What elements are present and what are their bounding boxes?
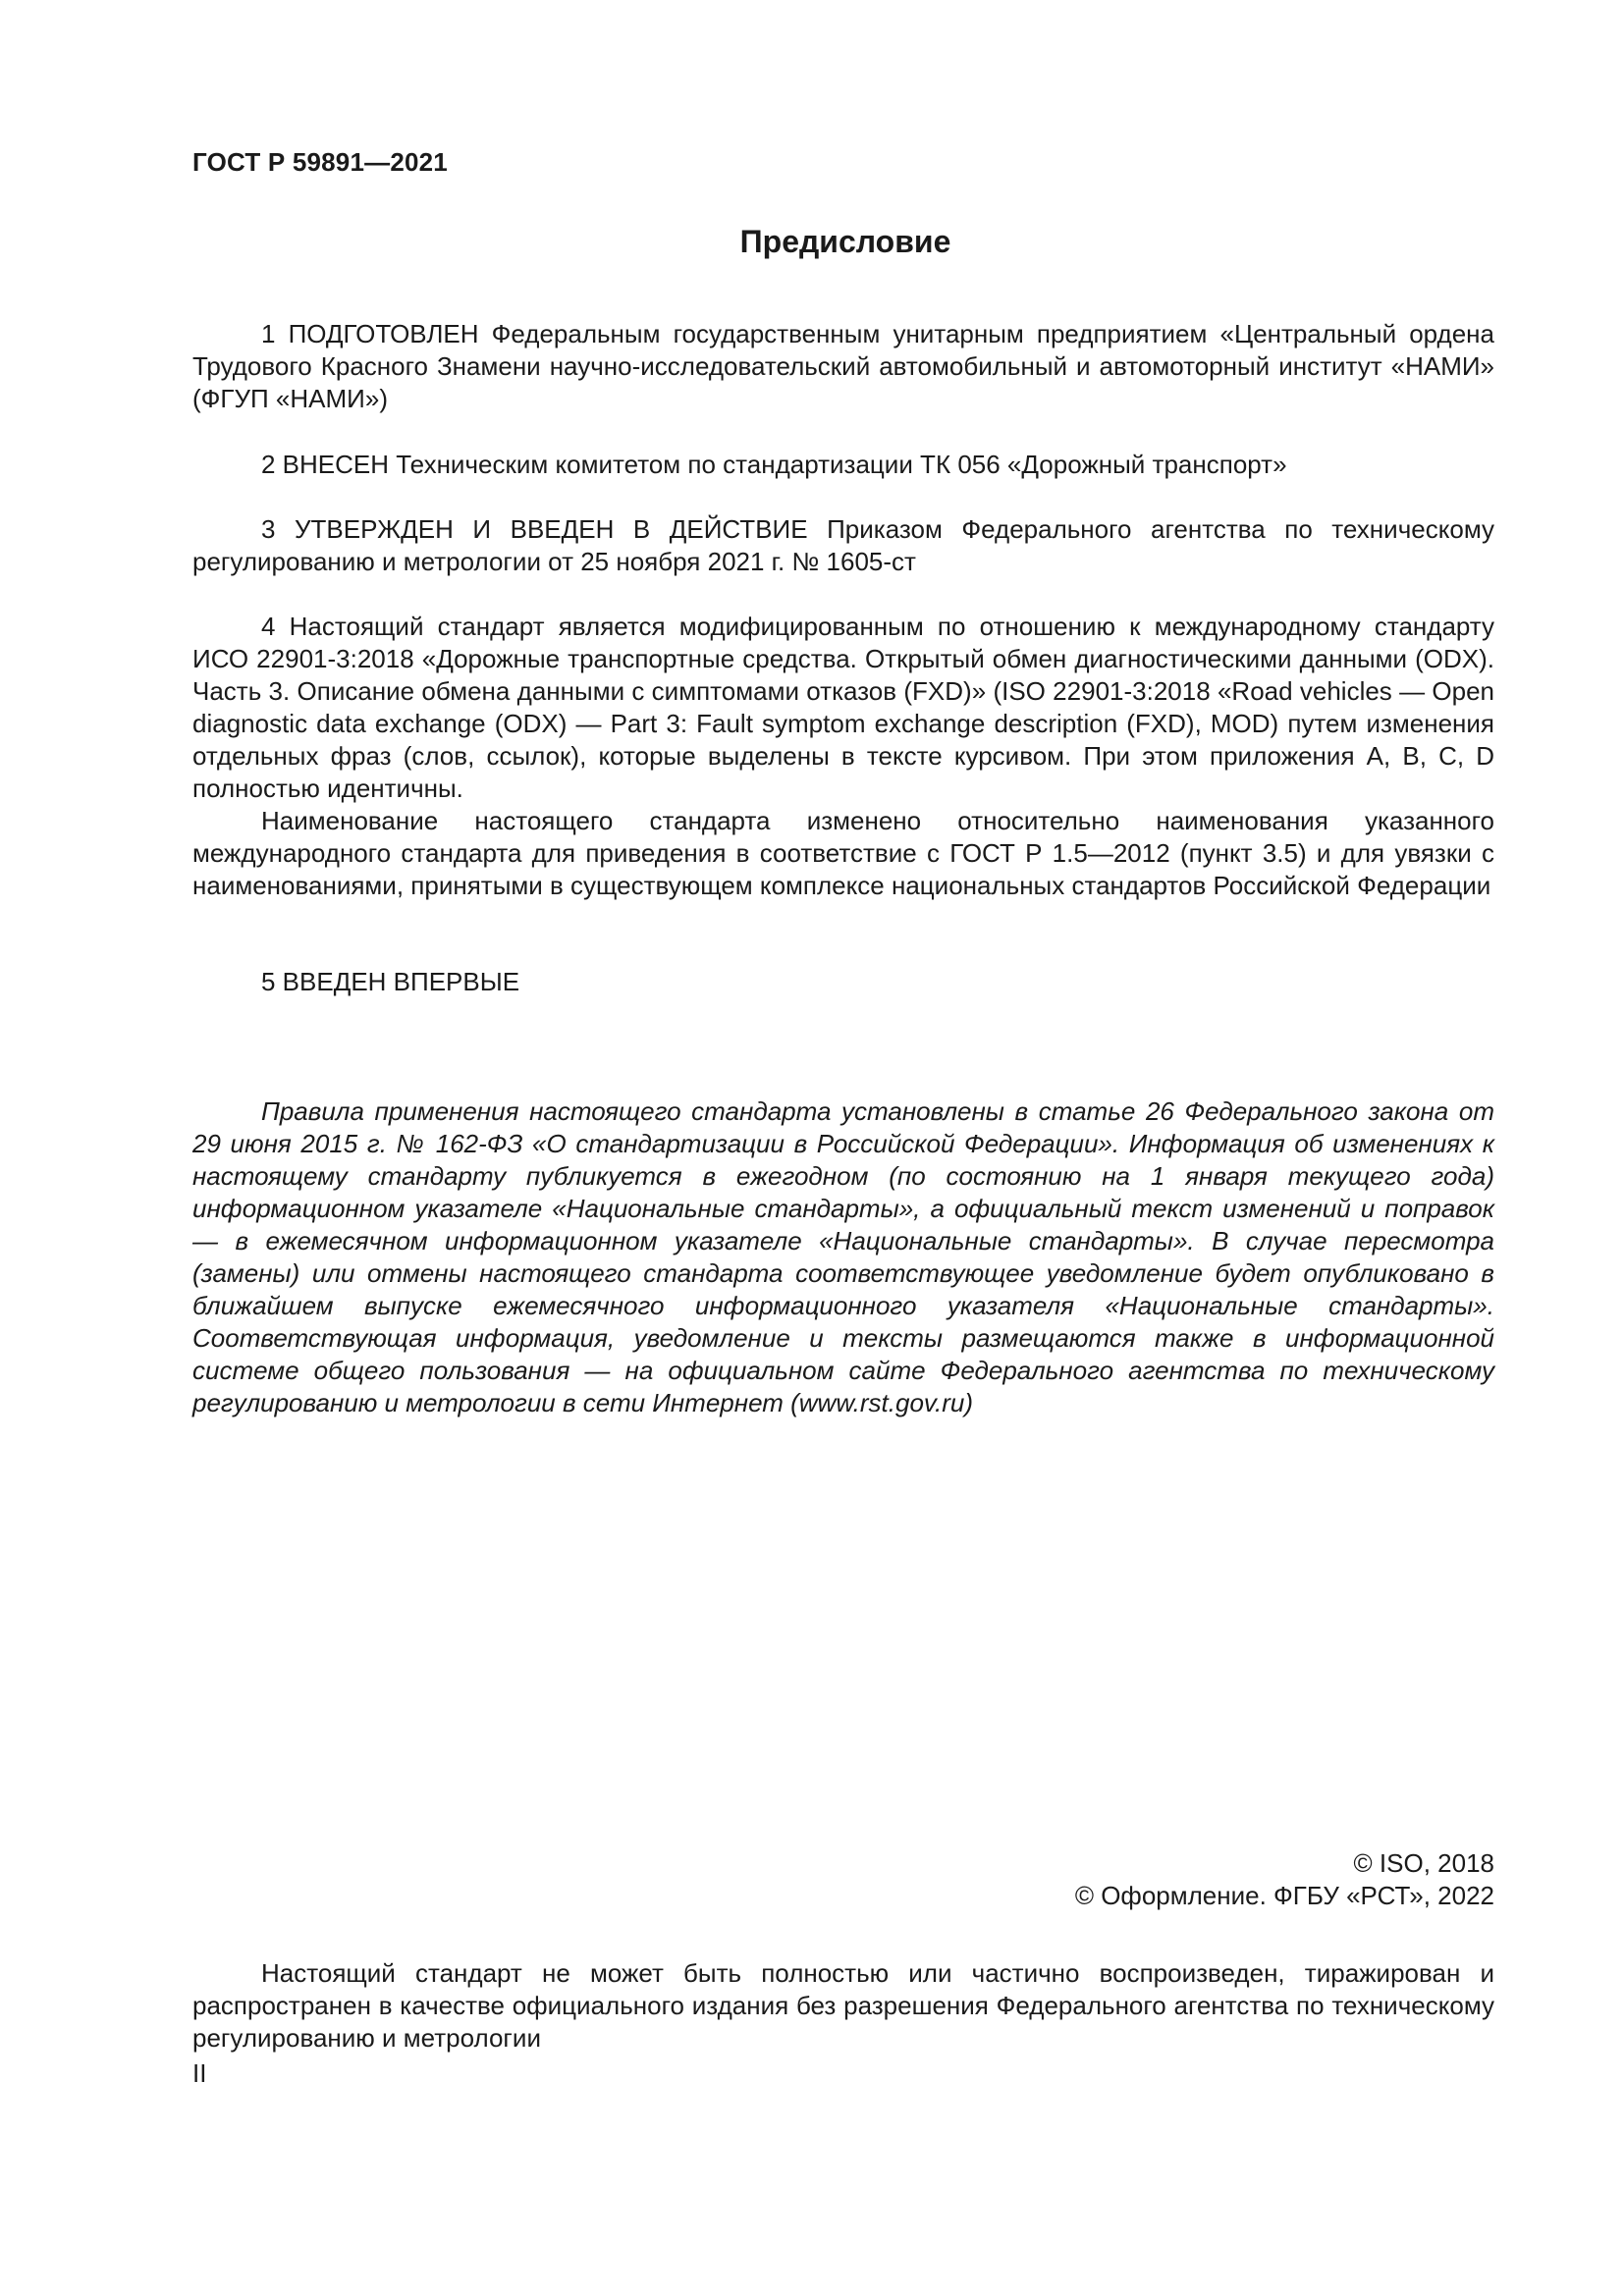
reproduction-notice-text: Настоящий стандарт не может быть полностью или частично воспроизведен, тиражирован и распространен в качестве официального издания без разрешения Федерального агентства по техническому регулированию и метрологии	[192, 1958, 1494, 2053]
page-title: Предисловие	[739, 224, 951, 259]
foreword-item-1-text: 1 ПОДГОТОВЛЕН Федеральным государственным унитарным предприятием «Центральный ордена Трудового Красного Знамени научно-исследовательский автомобильный и автомоторный институт «НАМИ» (ФГУП «НАМИ»)	[192, 319, 1494, 413]
foreword-item-5-text: 5 ВВЕДЕН ВПЕРВЫЕ	[261, 967, 520, 996]
document-code-header: ГОСТ Р 59891—2021	[192, 147, 448, 177]
copyright-block	[192, 1847, 1494, 1912]
copyright-iso: © ISO, 2018	[1353, 1848, 1494, 1878]
foreword-item-4-para-1: 4 Настоящий стандарт является модифицированным по отношению к международному стандарту ИСО 22901-3:2018 «Дорожные транспортные средства. Открытый обмен диагностическими данными (ODX). Часть 3. Описание обмена данными с симптомами отказов (FXD)» (ISO 22901-3:2018 «Road vehicles — Open diagnostic data exchange (ODX) — Part 3: Fault symptom exchange description (FXD), MOD) путем изменения отдельных фраз (слов, ссылок), которые выделены в тексте курсивом. При этом приложения А, В, С, D полностью идентичны.	[192, 612, 1494, 803]
foreword-item-2-text: 2 ВНЕСЕН Техническим комитетом по стандартизации ТК 056 «Дорожный транспорт»	[261, 450, 1287, 479]
rules-notice-block	[192, 1095, 1494, 1419]
foreword-item-3	[192, 513, 1494, 578]
foreword-item-1	[192, 318, 1494, 415]
foreword-item-4	[192, 611, 1494, 902]
foreword-item-2	[192, 449, 1494, 481]
foreword-item-5	[192, 966, 1494, 998]
foreword-item-4-para-2: Наименование настоящего стандарта изменено относительно наименования указанного международного стандарта для приведения в соответствие с ГОСТ Р 1.5—2012 (пункт 3.5) и для увязки с наименованиями, принятыми в существующем комплексе национальных стандартов Российской Федерации	[192, 806, 1494, 900]
rules-notice-text: Правила применения настоящего стандарта установлены в статье 26 Федерального закона от 29 июня 2015 г. № 162-ФЗ «О стандартизации в Российской Федерации». Информация об изменениях к настоящему стандарту публикуется в ежегодном (по состоянию на 1 января текущего года) информационном указателе «Национальные стандарты», а официальный текст изменений и поправок — в ежемесячном информационном указателе «Национальные стандарты». В случае пересмотра (замены) или отмены настоящего стандарта соответствующее уведомление будет опубликовано в ближайшем выпуске ежемесячного информационного указателя «Национальные стандарты». Соответствующая информация, уведомление и тексты размещаются также в информационной системе общего пользования — на официальном сайте Федерального агентства по техническому регулированию и метрологии в сети Интернет (www.rst.gov.ru)	[192, 1096, 1494, 1417]
foreword-item-3-text: 3 УТВЕРЖДЕН И ВВЕДЕН В ДЕЙСТВИЕ Приказом Федерального агентства по техническому регулированию и метрологии от 25 ноября 2021 г. № 1605-ст	[192, 514, 1494, 576]
reproduction-notice-block	[192, 1957, 1494, 2055]
page-number: II	[192, 2058, 207, 2088]
copyright-design: © Оформление. ФГБУ «РСТ», 2022	[1074, 1881, 1494, 1910]
